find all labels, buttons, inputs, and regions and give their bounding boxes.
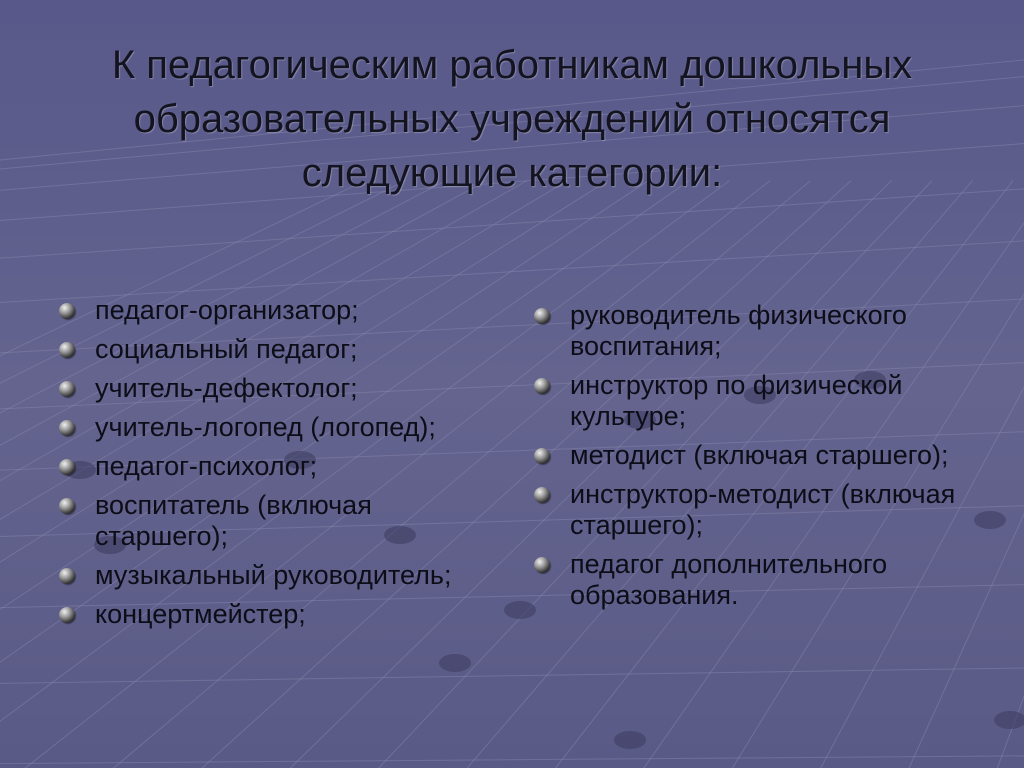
list-item-text: методист (включая старшего); <box>570 440 949 470</box>
sphere-bullet-icon <box>534 487 550 503</box>
list-item <box>95 451 485 482</box>
sphere-bullet-icon <box>59 568 75 584</box>
right-list <box>570 300 1010 619</box>
sphere-bullet-icon <box>534 557 550 573</box>
list-item <box>95 412 485 443</box>
sphere-bullet-icon <box>59 381 75 397</box>
sphere-bullet-icon <box>534 378 550 394</box>
list-item-text: учитель-дефектолог; <box>95 373 358 403</box>
list-item-text: инструктор по физической культуре; <box>570 370 903 431</box>
list-item-text: инструктор-методист (включая старшего); <box>570 479 956 540</box>
list-item-text: руководитель физического воспитания; <box>570 300 907 361</box>
list-item-text: концертмейстер; <box>95 599 306 629</box>
list-item <box>95 295 485 326</box>
sphere-bullet-icon <box>59 420 75 436</box>
slide-title: К педагогическим работникам дошкольных образовательных учреждений относятся следующие категории: <box>111 43 913 195</box>
list-item <box>95 373 485 404</box>
list-item <box>570 479 1010 541</box>
sphere-bullet-icon <box>59 303 75 319</box>
list-item <box>570 300 1010 362</box>
list-item <box>570 370 1010 432</box>
sphere-bullet-icon <box>59 342 75 358</box>
list-item-text: социальный педагог; <box>95 334 358 364</box>
list-item <box>95 490 485 552</box>
list-item <box>95 334 485 365</box>
list-item-text: музыкальный руководитель; <box>95 560 452 590</box>
list-item-text: учитель-логопед (логопед); <box>95 412 436 442</box>
list-item <box>570 440 1010 471</box>
list-item-text: педагог дополнительного образования. <box>570 549 888 610</box>
list-item <box>570 549 1010 611</box>
list-item-text: педагог-организатор; <box>95 295 359 325</box>
left-list <box>95 295 485 638</box>
list-item-text: педагог-психолог; <box>95 451 318 481</box>
list-item <box>95 560 485 591</box>
list-item <box>95 599 485 630</box>
list-item-text: воспитатель (включая старшего); <box>95 490 372 551</box>
sphere-bullet-icon <box>59 498 75 514</box>
sphere-bullet-icon <box>59 459 75 475</box>
sphere-bullet-icon <box>59 607 75 623</box>
sphere-bullet-icon <box>534 448 550 464</box>
sphere-bullet-icon <box>534 308 550 324</box>
